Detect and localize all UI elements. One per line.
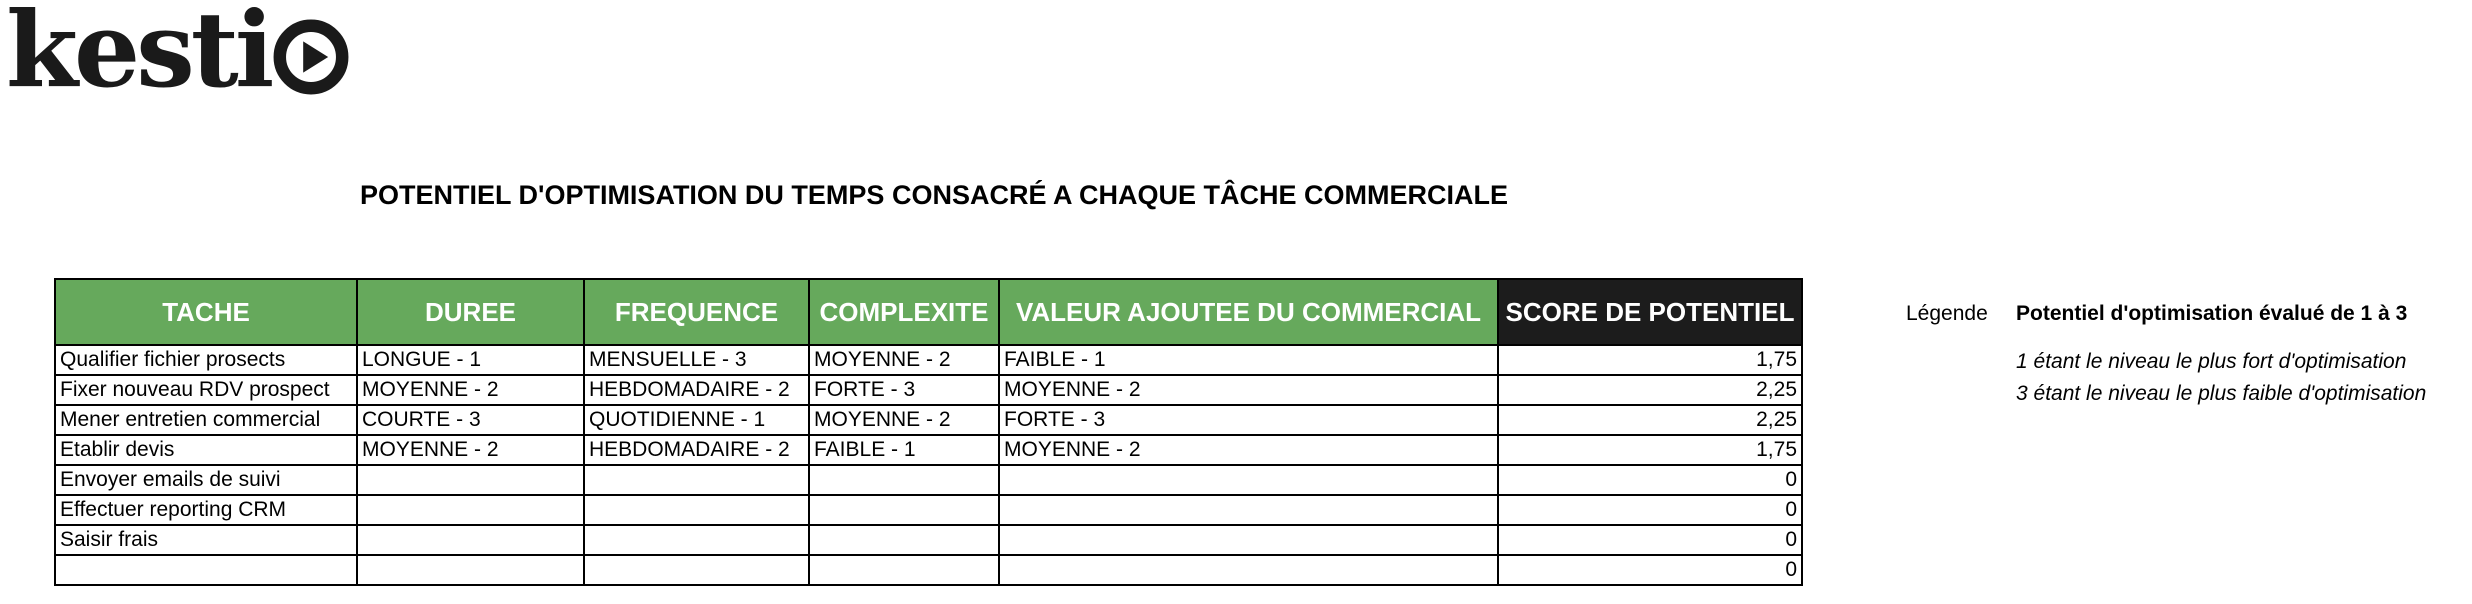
cell-duree[interactable]: COURTE - 3: [357, 405, 584, 435]
cell-valeur[interactable]: MOYENNE - 2: [999, 435, 1498, 465]
cell-score[interactable]: 0: [1498, 465, 1802, 495]
cell-tache[interactable]: Etablir devis: [55, 435, 357, 465]
cell-duree[interactable]: [357, 555, 584, 585]
table-row: [55, 405, 1802, 435]
cell-score[interactable]: 1,75: [1498, 345, 1802, 375]
cell-score[interactable]: 0: [1498, 555, 1802, 585]
table-row: [55, 375, 1802, 405]
header-duree: DUREE: [357, 279, 584, 345]
cell-complexite[interactable]: [809, 525, 999, 555]
cell-complexite[interactable]: MOYENNE - 2: [809, 345, 999, 375]
cell-frequence[interactable]: QUOTIDIENNE - 1: [584, 405, 809, 435]
header-score: SCORE DE POTENTIEL: [1498, 279, 1802, 345]
cell-valeur[interactable]: FAIBLE - 1: [999, 345, 1498, 375]
cell-complexite[interactable]: FORTE - 3: [809, 375, 999, 405]
table-header-row: [55, 279, 1802, 345]
cell-complexite[interactable]: FAIBLE - 1: [809, 435, 999, 465]
cell-tache[interactable]: Mener entretien commercial: [55, 405, 357, 435]
cell-tache[interactable]: Envoyer emails de suivi: [55, 465, 357, 495]
cell-score[interactable]: 2,25: [1498, 375, 1802, 405]
legend-line-1: 1 étant le niveau le plus fort d'optimisation: [2016, 350, 2407, 373]
cell-valeur[interactable]: [999, 495, 1498, 525]
cell-valeur[interactable]: [999, 555, 1498, 585]
cell-duree[interactable]: LONGUE - 1: [357, 345, 584, 375]
cell-tache[interactable]: Effectuer reporting CRM: [55, 495, 357, 525]
cell-complexite[interactable]: [809, 465, 999, 495]
cell-frequence[interactable]: HEBDOMADAIRE - 2: [584, 435, 809, 465]
header-tache: TACHE: [55, 279, 357, 345]
cell-valeur[interactable]: [999, 525, 1498, 555]
cell-valeur[interactable]: FORTE - 3: [999, 405, 1498, 435]
table-row: [55, 465, 1802, 495]
header-valeur-ajoutee: VALEUR AJOUTEE DU COMMERCIAL: [999, 279, 1498, 345]
cell-frequence[interactable]: MENSUELLE - 3: [584, 345, 809, 375]
cell-complexite[interactable]: MOYENNE - 2: [809, 405, 999, 435]
cell-frequence[interactable]: [584, 465, 809, 495]
table-row: [55, 525, 1802, 555]
cell-duree[interactable]: MOYENNE - 2: [357, 435, 584, 465]
cell-valeur[interactable]: MOYENNE - 2: [999, 375, 1498, 405]
cell-duree[interactable]: [357, 465, 584, 495]
cell-frequence[interactable]: [584, 495, 809, 525]
logo-wordmark: kesti: [6, 0, 271, 111]
cell-score[interactable]: 0: [1498, 525, 1802, 555]
cell-frequence[interactable]: HEBDOMADAIRE - 2: [584, 375, 809, 405]
header-frequence: FREQUENCE: [584, 279, 809, 345]
header-complexite: COMPLEXITE: [809, 279, 999, 345]
cell-tache[interactable]: Saisir frais: [55, 525, 357, 555]
table-row: [55, 555, 1802, 585]
cell-duree[interactable]: [357, 525, 584, 555]
table-row: [55, 435, 1802, 465]
cell-complexite[interactable]: [809, 495, 999, 525]
cell-score[interactable]: 2,25: [1498, 405, 1802, 435]
kestio-logo: [6, 0, 350, 111]
cell-frequence[interactable]: [584, 555, 809, 585]
legend-label: Légende: [1906, 302, 1988, 325]
cell-duree[interactable]: MOYENNE - 2: [357, 375, 584, 405]
cell-score[interactable]: 0: [1498, 495, 1802, 525]
table-row: [55, 495, 1802, 525]
cell-tache[interactable]: [55, 555, 357, 585]
legend-line-2: 3 étant le niveau le plus faible d'optimisation: [2016, 382, 2427, 405]
play-icon: [272, 18, 350, 96]
cell-duree[interactable]: [357, 495, 584, 525]
cell-score[interactable]: 1,75: [1498, 435, 1802, 465]
cell-frequence[interactable]: [584, 525, 809, 555]
cell-valeur[interactable]: [999, 465, 1498, 495]
table-row: [55, 345, 1802, 375]
cell-complexite[interactable]: [809, 555, 999, 585]
cell-tache[interactable]: Qualifier fichier prosects: [55, 345, 357, 375]
optimisation-table: [54, 278, 1803, 586]
legend-title: Potentiel d'optimisation évalué de 1 à 3: [2016, 302, 2408, 325]
cell-tache[interactable]: Fixer nouveau RDV prospect: [55, 375, 357, 405]
page-title: POTENTIEL D'OPTIMISATION DU TEMPS CONSACRÉ A CHAQUE TÂCHE COMMERCIALE: [360, 180, 1508, 210]
